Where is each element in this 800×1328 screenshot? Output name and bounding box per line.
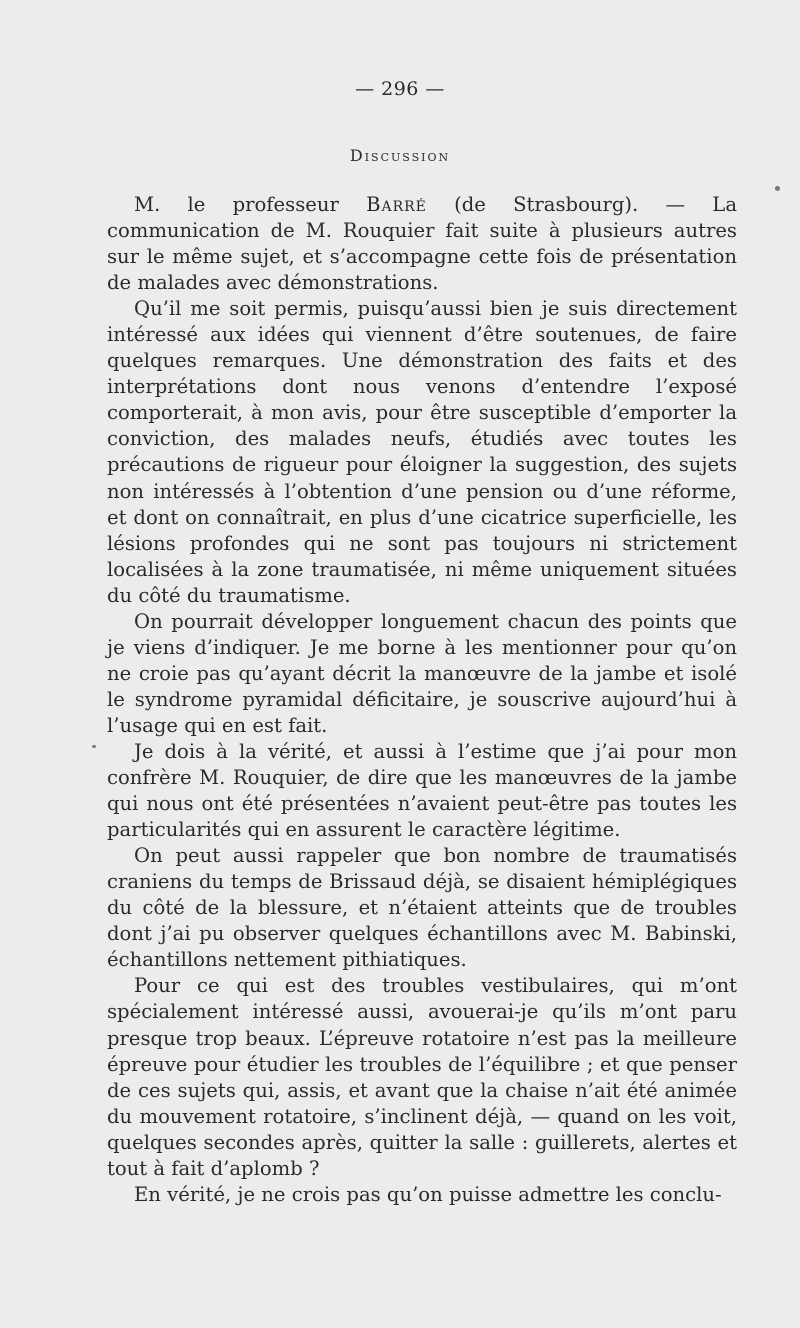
section-heading: Discussion bbox=[349, 146, 451, 165]
paragraph-intro bbox=[107, 192, 737, 296]
paper-speck bbox=[92, 745, 96, 748]
paragraph: On peut aussi rappeler que bon nombre de traumatisés craniens du temps de Brissaud déjà, se disaient hémiplégiques du côté de la blessure, et n’étaient atteints que de troubles dont j’ai pu observer quelques échantillons avec M. Babinski, échantillons nettement pithiatiques. bbox=[107, 844, 737, 972]
body-text bbox=[107, 192, 737, 1208]
paragraph-last: En vérité, je ne crois pas qu’on puisse admettre les conclu- bbox=[134, 1182, 722, 1206]
intro-rest: (de Strasbourg). — La communication de M. Rouquier fait suite à plusieurs autres sur le même sujet, et s’accompagne cette fois de présentation de malades avec démonstrations. bbox=[107, 193, 737, 295]
paper-speck bbox=[775, 186, 780, 191]
speaker-prefix: M. le professeur bbox=[134, 193, 367, 216]
page-number: — 296 — bbox=[355, 78, 445, 100]
paragraph: On pourrait développer longuement chacun des points que je viens d’indiquer. Je me borne à les mentionner pour qu’on ne croie pas qu’ayant décrit la manœuvre de la jambe et isolé le syndrome pyramidal déficitaire, je souscrive aujourd’hui à l’usage qui en est fait. bbox=[107, 609, 737, 737]
paragraph: Pour ce qui est des troubles vestibulaires, qui m’ont spécialement intéressé aussi, avouerai-je qu’ils m’ont paru presque trop beaux. L’épreuve rotatoire n’est pas la meilleure épreuve pour étudier les troubles de l’équilibre ; et que penser de ces sujets qui, assis, et avant que la chaise n’ait été animée du mouvement rotatoire, s’inclinent déjà, — quand on les voit, quelques secondes après, quitter la salle : guillerets, alertes et tout à fait d’aplomb ? bbox=[107, 974, 737, 1180]
paragraph: Qu’il me soit permis, puisqu’aussi bien je suis directement intéressé aux idées qui viennent d’être soutenues, de faire quelques remarques. Une démonstration des faits et des interprétations dont nous venons d’entendre l’exposé comporterait, à mon avis, pour être susceptible d’emporter la conviction, des malades neufs, étudiés avec toutes les précautions de rigueur pour éloigner la suggestion, des sujets non intéressés à l’obtention d’une pension ou d’une réforme, et dont on connaîtrait, en plus d’une cicatrice superficielle, les lésions profondes qui ne sont pas toujours ni strictement localisées à la zone traumatisée, ni même uniquement situées du côté du traumatisme. bbox=[107, 297, 737, 607]
paragraph: Je dois à la vérité, et aussi à l’estime que j’ai pour mon confrère M. Rouquier, de dire que les manœuvres de la jambe qui nous ont été présentées n’avaient peut-être pas toutes les particularités qui en assurent le caractère légitime. bbox=[107, 739, 737, 842]
speaker-name: Barré bbox=[366, 193, 427, 216]
